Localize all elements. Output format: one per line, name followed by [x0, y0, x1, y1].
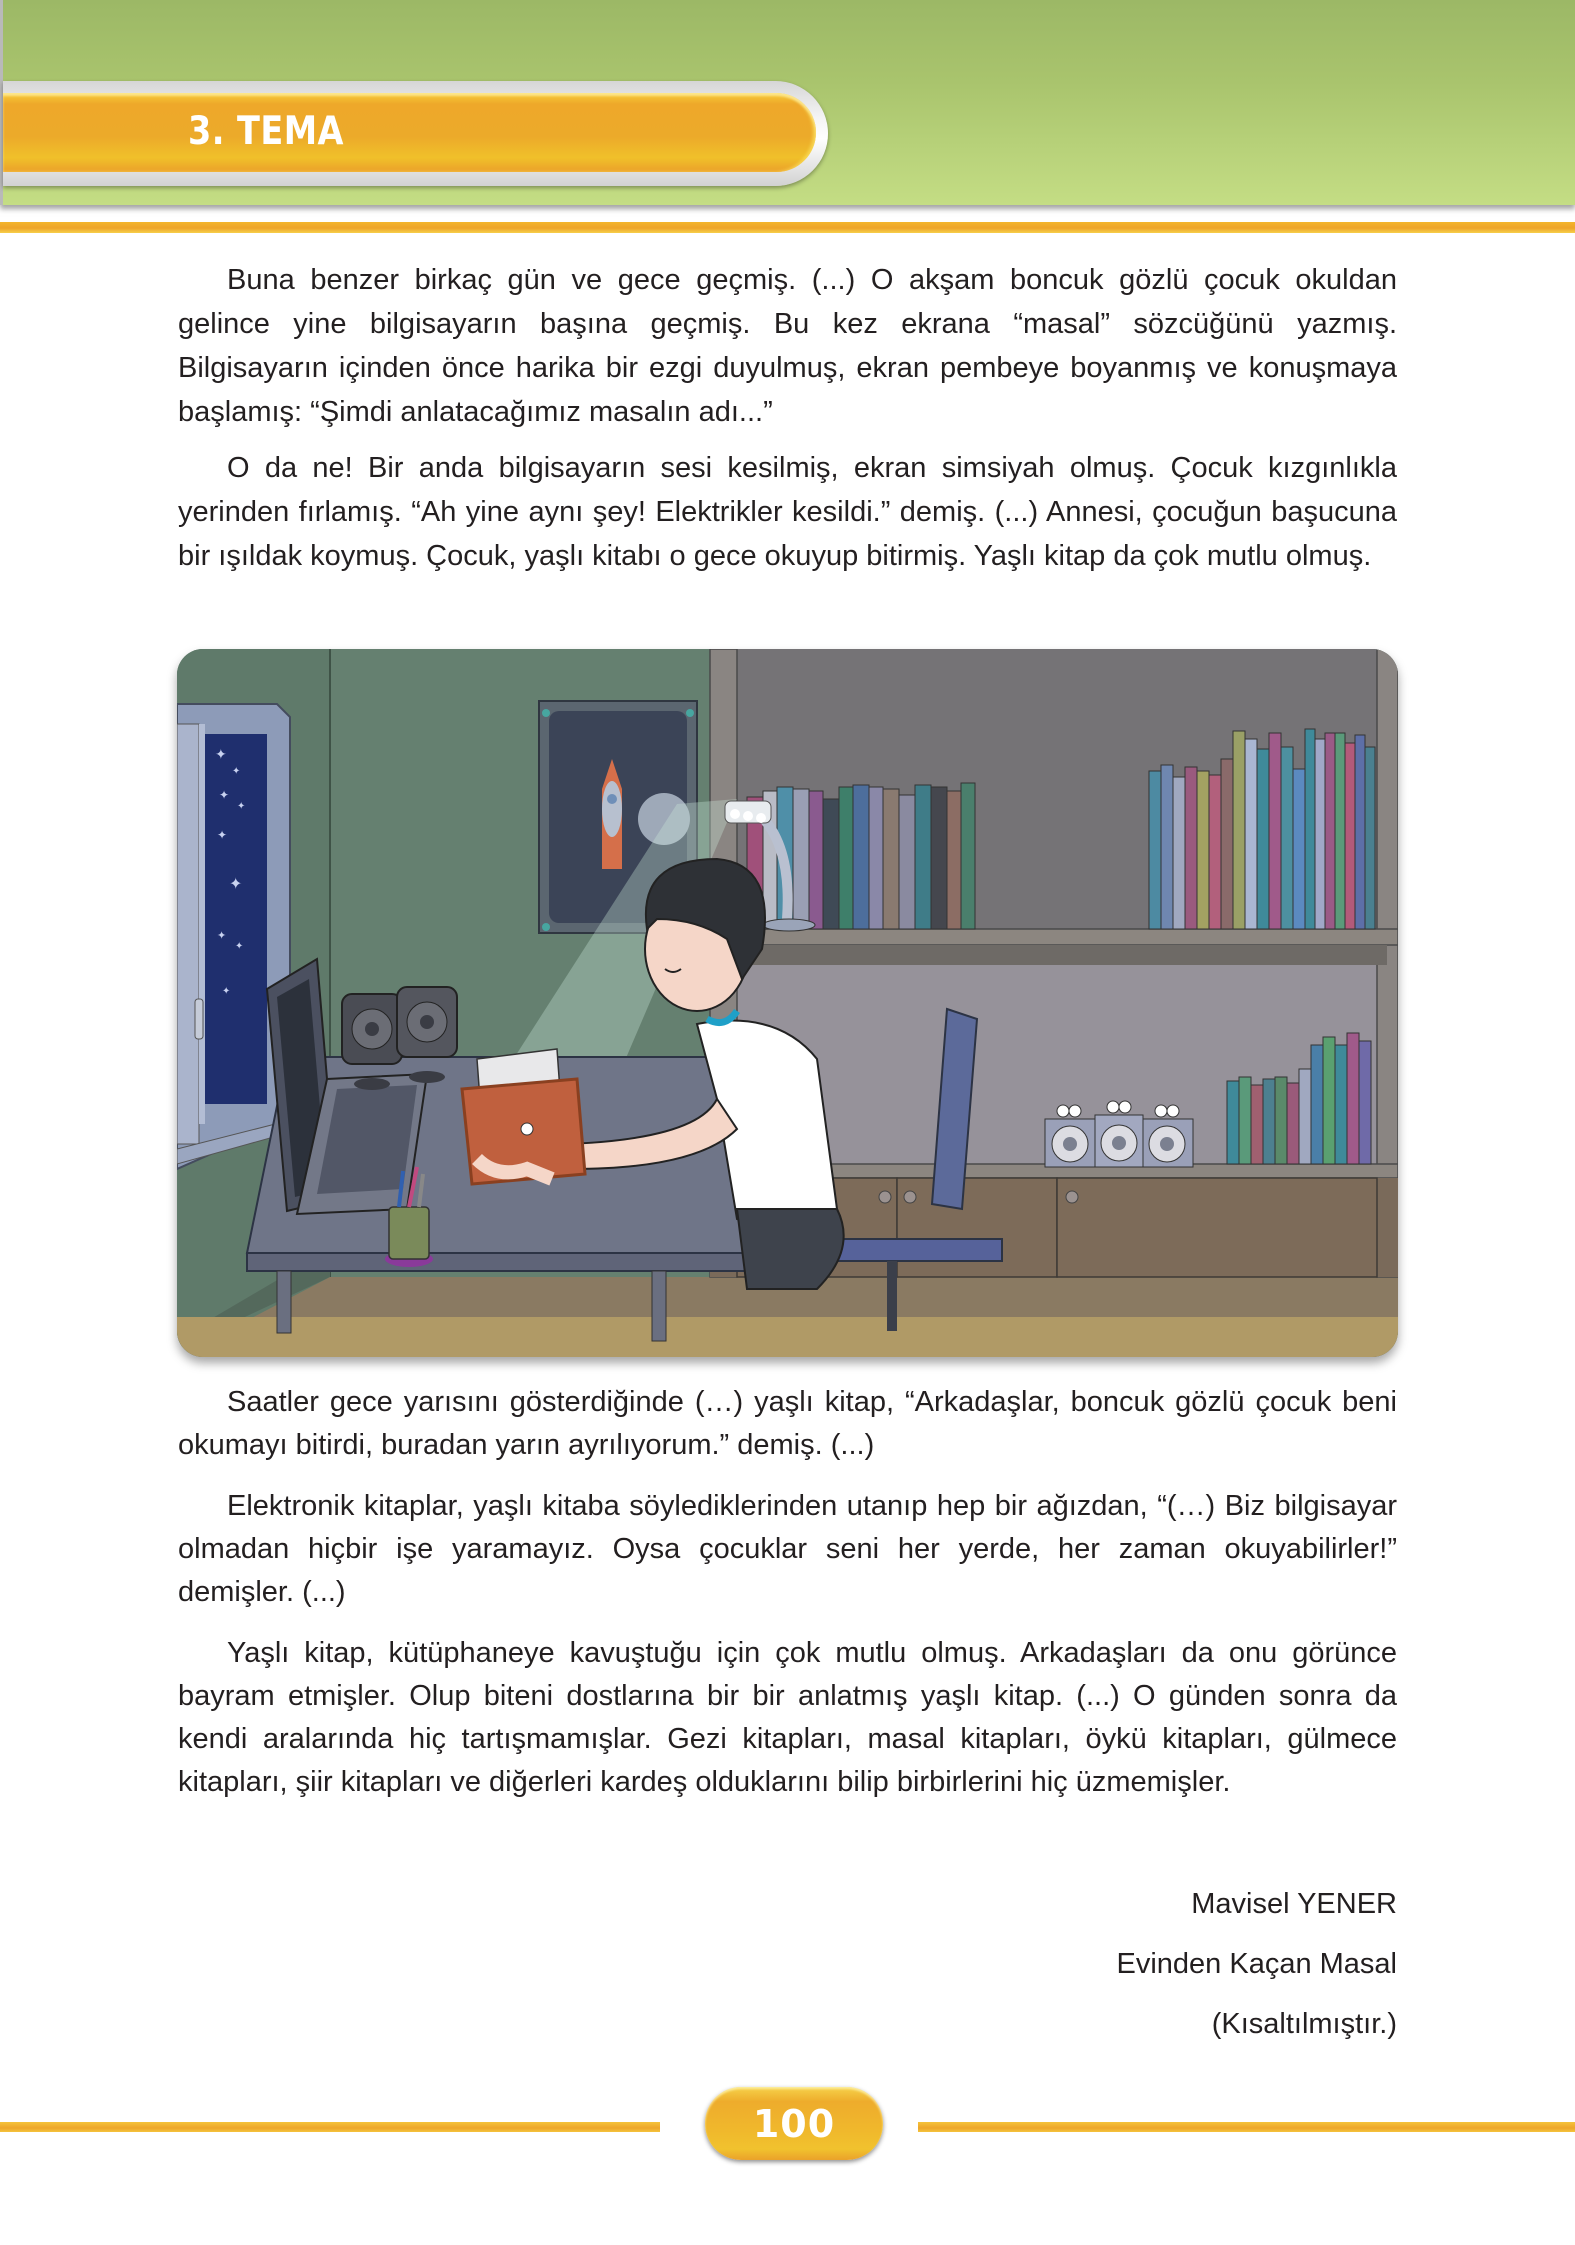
- svg-text:✦: ✦: [222, 986, 231, 997]
- svg-text:✦: ✦: [229, 874, 243, 893]
- header-divider: [0, 222, 1575, 233]
- svg-text:✦: ✦: [217, 828, 228, 842]
- header-band: [0, 0, 1575, 205]
- abridged-note: (Kısaltılmıştır.): [1211, 2008, 1397, 2040]
- page-number-badge: [705, 2087, 883, 2160]
- theme-pill-inner: [3, 93, 816, 172]
- theme-title: 3. TEMA: [188, 109, 344, 154]
- page-number: 100: [752, 2101, 836, 2146]
- source-title: Evinden Kaçan Masal: [1116, 1948, 1397, 1980]
- svg-text:✦: ✦: [215, 747, 227, 763]
- story-text-top: [178, 258, 1397, 578]
- svg-text:✦: ✦: [219, 788, 230, 802]
- story-illustration: [177, 649, 1398, 1357]
- svg-text:✦: ✦: [217, 929, 227, 942]
- paragraph: Elektronik kitaplar, yaşlı kitaba söylediklerinden utanıp hep bir ağızdan, “(…) Biz bilgisayar olmadan hiçbir işe yaramayız. Oysa çocuklar seni her yerde, her zaman okuyabilirler!” demişler. (...): [178, 1490, 1397, 1608]
- svg-text:✦: ✦: [237, 801, 246, 812]
- theme-pill: [3, 81, 828, 186]
- story-text-bottom: [178, 1381, 1397, 1822]
- footer-divider-right: [918, 2122, 1575, 2132]
- paragraph: Saatler gece yarısını gösterdiğinde (…) yaşlı kitap, “Arkadaşlar, boncuk gözlü çocuk beni okumayı bitirdi, buradan yarın ayrılıyorum.” demiş. (...): [178, 1386, 1397, 1461]
- svg-text:✦: ✦: [232, 766, 241, 777]
- paragraph: O da ne! Bir anda bilgisayarın sesi kesilmiş, ekran simsiyah olmuş. Çocuk kızgınlıkla yerinden fırlamış. “Ah yine aynı şey! Elektrikler kesildi.” demiş. (...) Annesi, çocuğun başucuna bir ışıldak koymuş. Çocuk, yaşlı kitabı o gece okuyup bitirmiş. Yaşlı kitap da çok mutlu olmuş.: [178, 452, 1397, 572]
- paragraph: Yaşlı kitap, kütüphaneye kavuştuğu için çok mutlu olmuş. Arkadaşları da onu görünce bayram etmişler. Olup biteni dostlarına bir bir anlatmış yaşlı kitap. (...) O günden sonra da kendi aralarında hiç tartışmamışlar. Gezi kitapları, masal kitapları, öykü kitapları, gülmece kitapları, şiir kitapları ve diğerleri kardeş olduklarını bilip birbirlerini hiç üzmemişler.: [178, 1637, 1397, 1798]
- svg-text:✦: ✦: [235, 941, 244, 952]
- author-name: Mavisel YENER: [1191, 1888, 1397, 1920]
- attribution: [1117, 1874, 1398, 2054]
- footer-divider-left: [0, 2122, 660, 2132]
- paragraph: Buna benzer birkaç gün ve gece geçmiş. (...) O akşam boncuk gözlü çocuk okuldan gelince yine bilgisayarın başına geçmiş. Bu kez ekrana “masal” sözcüğünü yazmış. Bilgisayarın içinden önce harika bir ezgi duyulmuş, ekran pembeye boyanmış ve konuşmaya başlamış: “Şimdi anlatacağımız masalın adı...”: [178, 264, 1397, 428]
